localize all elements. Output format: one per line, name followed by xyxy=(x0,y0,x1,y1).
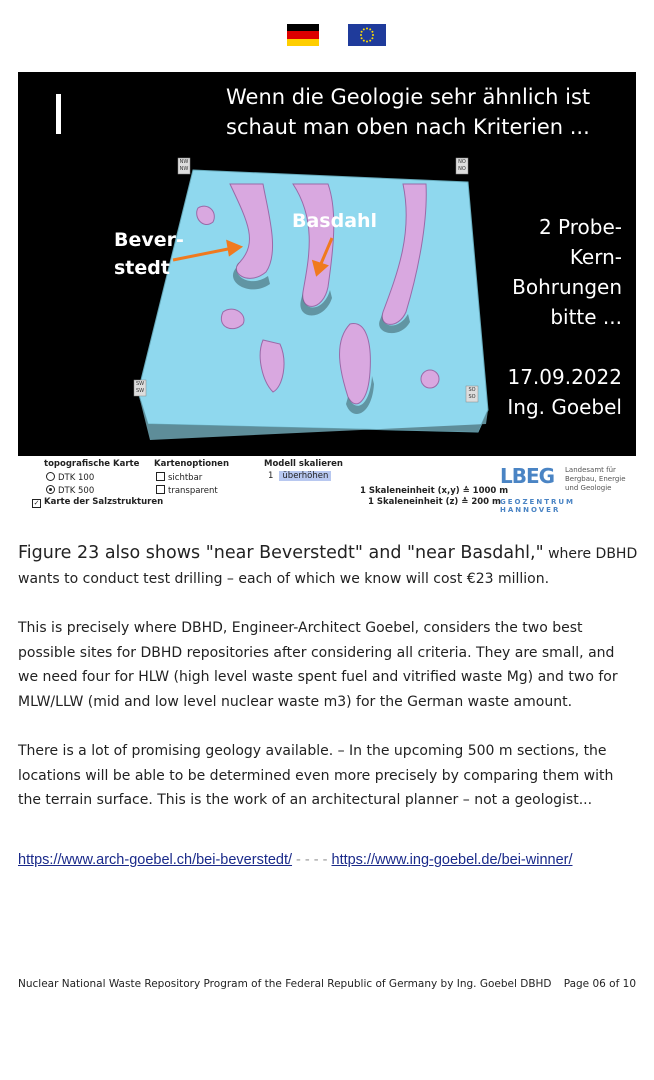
lbeg-logo: LBEG xyxy=(500,464,555,488)
checkbox-visible[interactable] xyxy=(156,472,202,483)
link-ing-goebel[interactable]: https://www.ing-goebel.de/bei-winner/ xyxy=(331,852,573,868)
geology-3d-figure xyxy=(18,72,636,456)
radio-dtk100[interactable] xyxy=(46,472,94,483)
right-text-4: bitte ... xyxy=(550,305,622,329)
link-arch-goebel[interactable]: https://www.arch-goebel.ch/bei-beverstedt/ xyxy=(18,852,293,868)
transparent-label: transparent xyxy=(168,486,218,496)
scale-value-input[interactable]: 1 xyxy=(268,471,274,481)
figure-roman-numeral xyxy=(56,94,61,134)
label-beverstedt-1: Bever- xyxy=(114,229,184,251)
reference-links xyxy=(18,852,638,868)
figure-title-line-1: Wenn die Geologie sehr ähnlich ist xyxy=(226,85,591,109)
checkbox-salt-structures[interactable] xyxy=(32,497,163,508)
figure-author: Ing. Goebel xyxy=(507,395,622,419)
paragraph-2: This is precisely where DBHD, Engineer-Architect Goebel, considers the two best possible sites for DBHD repositories after considering all criteria. They are small, and we need four for HLW (high level waste spent fuel and vitrified waste Mg) and two for MLW/LLW (mid and low level nuclear waste m3) for the German waste amount. xyxy=(18,620,618,710)
footer-text: Nuclear National Waste Repository Program of the Federal Republic of Germany by Ing. Goebel DBHD xyxy=(18,978,552,990)
page-number: Page 06 of 10 xyxy=(563,978,636,990)
checkbox-checked-icon[interactable]: ✓ xyxy=(33,499,40,507)
lbeg-name xyxy=(565,466,626,493)
radio-selected-icon[interactable] xyxy=(46,485,55,494)
paragraph-1-rest: where DBHD wants to conduct test drilling – each of which we know will cost €23 million. xyxy=(18,546,638,587)
paragraph-1-lead: Figure 23 also shows "near Beverstedt" and "near Basdahl," xyxy=(18,543,544,563)
visible-label: sichtbar xyxy=(168,473,203,483)
corner-label-sw xyxy=(134,381,146,395)
label-beverstedt-2: stedt xyxy=(114,257,170,279)
checkbox-icon[interactable] xyxy=(156,485,165,494)
corner-sw-1: SW xyxy=(135,381,145,387)
radio-dtk500-label: DTK 500 xyxy=(58,486,95,496)
figure-title xyxy=(226,82,626,142)
map-legend xyxy=(18,456,636,512)
lbeg-name-3: und Geologie xyxy=(565,484,612,492)
paragraph-1 xyxy=(18,541,638,591)
lbeg-subtitle: GEOZENTRUM HANNOVER xyxy=(500,498,576,514)
corner-no-1: NO xyxy=(458,159,466,165)
scale-control xyxy=(268,471,331,481)
corner-so-2: SO xyxy=(468,394,476,400)
corner-so-1: SO xyxy=(468,387,476,393)
link-separator: - - - - xyxy=(292,852,332,868)
corner-label-nw xyxy=(178,159,190,173)
corner-no-2: NO xyxy=(458,166,466,172)
figure-date: 17.09.2022 xyxy=(507,365,622,389)
scale-model-heading: Modell skalieren xyxy=(264,459,343,469)
map-options-heading: Kartenoptionen xyxy=(154,459,230,469)
figure-right-text xyxy=(472,212,622,332)
exaggerate-button[interactable]: überhöhen xyxy=(279,471,331,481)
radio-icon[interactable] xyxy=(46,472,55,481)
paragraph-3: There is a lot of promising geology available. – In the upcoming 500 m sections, the locations will be able to be determined even more precisely by comparing them with the terrain surface. This is the work of an architectural planner – not a geologist... xyxy=(18,743,614,808)
corner-label-no xyxy=(456,159,468,173)
header-flags xyxy=(0,24,654,48)
lbeg-name-1: Landesamt für xyxy=(565,466,616,474)
right-text-1: 2 Probe- xyxy=(538,215,622,239)
germany-flag-icon xyxy=(287,24,319,46)
checkbox-transparent[interactable] xyxy=(156,485,218,496)
corner-sw-2: SW xyxy=(135,388,145,394)
salt-structures-label: Karte der Salzstrukturen xyxy=(44,497,164,507)
radio-dtk500[interactable] xyxy=(46,485,94,496)
radio-dtk100-label: DTK 100 xyxy=(58,473,95,483)
checkbox-icon[interactable] xyxy=(156,472,165,481)
corner-label-so xyxy=(466,387,478,401)
label-beverstedt xyxy=(114,226,194,282)
eu-flag-icon xyxy=(348,24,386,46)
scale-z: 1 Skaleneinheit (z) ≙ 200 m xyxy=(368,497,501,507)
page-footer xyxy=(18,978,636,990)
figure-title-line-2: schaut man oben nach Kriterien ... xyxy=(226,115,590,139)
topo-map-heading: topografische Karte xyxy=(44,459,140,469)
corner-nw-1: NW xyxy=(179,159,189,165)
right-text-2: Kern- xyxy=(569,245,622,269)
label-basdahl: Basdahl xyxy=(292,210,378,232)
right-text-3: Bohrungen xyxy=(512,275,622,299)
lbeg-name-2: Bergbau, Energie xyxy=(565,475,626,483)
scale-xy: 1 Skaleneinheit (x,y) ≙ 1000 m xyxy=(360,486,509,496)
corner-nw-2: NW xyxy=(179,166,189,172)
